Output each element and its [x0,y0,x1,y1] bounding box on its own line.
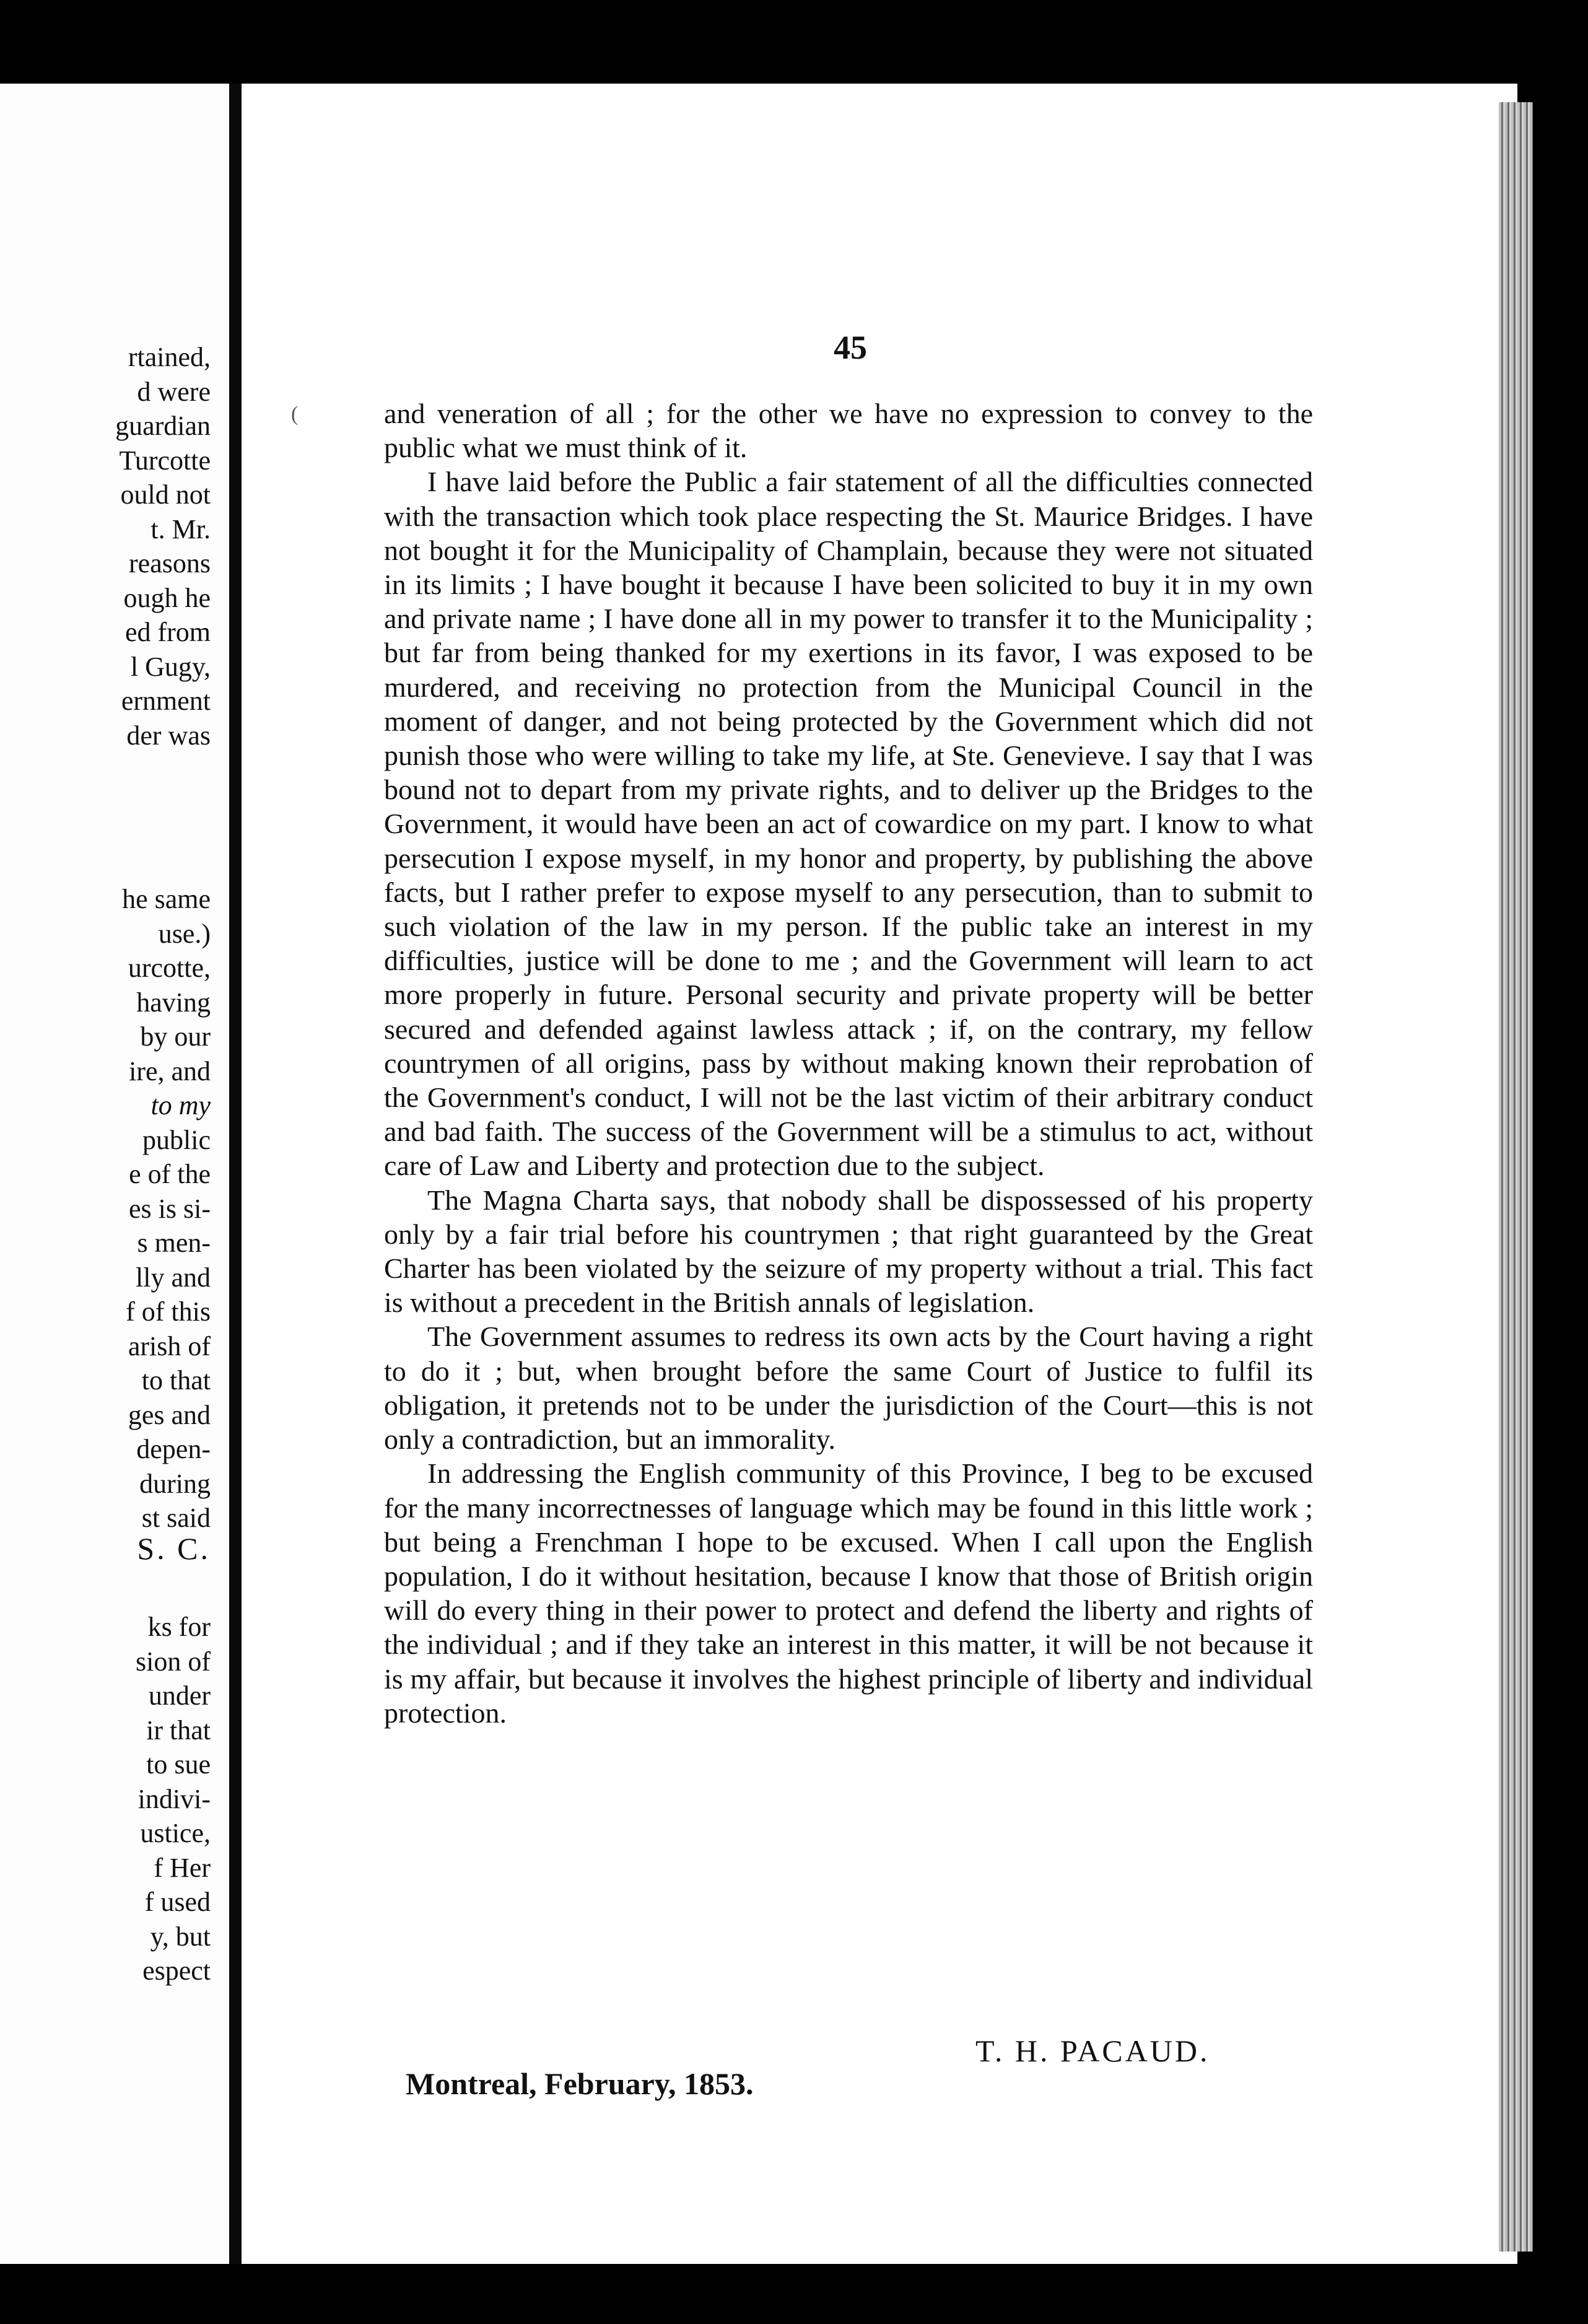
previous-page-line: Turcotte [119,445,211,476]
previous-page-line: arish of [128,1330,211,1361]
previous-page-line: f used [144,1887,211,1917]
previous-page-line: ire, and [129,1055,211,1086]
previous-page-line: reasons [129,548,211,579]
body-text [384,396,1313,1730]
previous-page-line: sion of [136,1646,211,1677]
previous-page-line: by our [140,1021,211,1052]
previous-page-line: urcotte, [128,953,211,983]
previous-page-line: ks for [147,1612,211,1642]
previous-page-line: espect [142,1955,211,1986]
author-signature: T. H. PACAUD. [975,2034,1210,2068]
previous-page-line: depen- [136,1434,211,1464]
previous-page-line: having [136,987,211,1018]
previous-page-line: es is si- [129,1193,211,1224]
previous-page-line: st said [141,1503,211,1533]
previous-page-line: during [139,1468,211,1499]
previous-page-line: ernment [121,686,211,716]
previous-page-line: der was [126,720,211,751]
previous-page-line: e of the [129,1159,211,1189]
previous-page-line: ustice, [140,1818,211,1848]
paragraph: I have laid before the Public a fair statement of all the difficulties connected with the transaction which took place respecting the St. Maurice Bridges. I have not bought it for the Municipality of Champlain, because they were not situated in its limits ; I have bought it because I have been solicited to buy it in my own and private name ; I have done all in my power to transfer it to the Municipality ; but far from being thanked for my exertions in its favor, I was exposed to be murdered, and receiving no protection from the Municipal Council in the moment of danger, and not being protected by the Government which did not punish those who were willing to take my life, at Ste. Genevieve. I say that I was bound not to depart from my private rights, and to deliver up the Bridges to the Government, it would have been an act of cowardice on my part. I know to what persecution I expose myself, in my honor and property, by publishing the above facts, but I rather prefer to expose myself to any persecution, than to submit to such violation of the law in my person. If the public take an interest in my difficulties, justice will be done to me ; and the Government will learn to act more properly in future. Personal security and private property will be better secured and defended against lawless attack ; if, on the contrary, my fellow countrymen of all origins, pass by without making known their reprobation of the Government's conduct, I will not be the last victim of their arbitrary conduct and bad faith. The success of the Government will be a stimulus to act, without care of Law and Liberty and protection due to the subject. [384,466,1313,1182]
paragraph: In addressing the English community of this Province, I beg to be excused for the many incorrectnesses of language which may be found in this little work ; but being a Frenchman I hope to be excused. When I call upon the English population, I do it without hesitation, because I know that those of British origin will do every thing in their power to protect and defend the liberty and rights of the individual ; and if they take an interest in this matter, it will be not because it is my affair, but because it involves the highest principle of liberty and individual protection. [384,1457,1313,1729]
previous-page-line: guardian [115,411,211,441]
previous-page-line: ough he [123,582,211,613]
previous-page-line: to my [151,1090,211,1120]
previous-page-line: l Gugy, [130,651,211,682]
dateline: Montreal, February, 1853. [406,2066,754,2101]
previous-page-line: public [142,1124,211,1155]
previous-page-line: use.) [158,918,211,949]
previous-page-line: to that [141,1365,211,1396]
previous-page-line: indivi- [137,1783,211,1814]
previous-page-line: f of this [126,1296,211,1327]
page-edges [1499,102,1533,2252]
previous-page-line: d were [137,376,211,407]
page-number: 45 [834,329,867,366]
previous-page-line: t. Mr. [151,513,211,544]
previous-page-heading: S. C. [137,1531,211,1566]
previous-page-line: s men- [137,1228,211,1258]
previous-page-line: ould not [120,479,211,510]
previous-page-line: ir that [146,1715,211,1745]
previous-page-line: under [148,1680,211,1711]
paragraph: The Magna Charta says, that nobody shall be dispossessed of his property only by a fair trial before his countrymen ; that right guaranteed by the Great Charter has been violated by the seizure of my property without a trial. This fact is without a precedent in the British annals of legislation. [384,1184,1313,1319]
previous-page-line: f Her [154,1852,211,1883]
previous-page-fragment [0,84,229,2264]
previous-page-line: lly and [136,1262,211,1293]
previous-page-line: to sue [146,1749,211,1780]
margin-mark: ( [291,403,299,426]
previous-page-line: y, but [150,1921,211,1952]
previous-page-line: rtained, [128,342,211,372]
previous-page-line: ges and [128,1399,211,1430]
previous-page-line: ed from [124,617,211,647]
paragraph: and veneration of all ; for the other we have no expression to convey to the public what we must think of it. [384,398,1313,464]
book-gutter [229,84,242,2264]
paragraph: The Government assumes to redress its own acts by the Court having a right to do it ; but, when brought before the same Court of Justice to fulfil its obligation, it pretends not to be under the jurisdiction of the Court—this is not only a contradiction, but an immorality. [384,1321,1313,1456]
previous-page-line: he same [122,884,211,914]
